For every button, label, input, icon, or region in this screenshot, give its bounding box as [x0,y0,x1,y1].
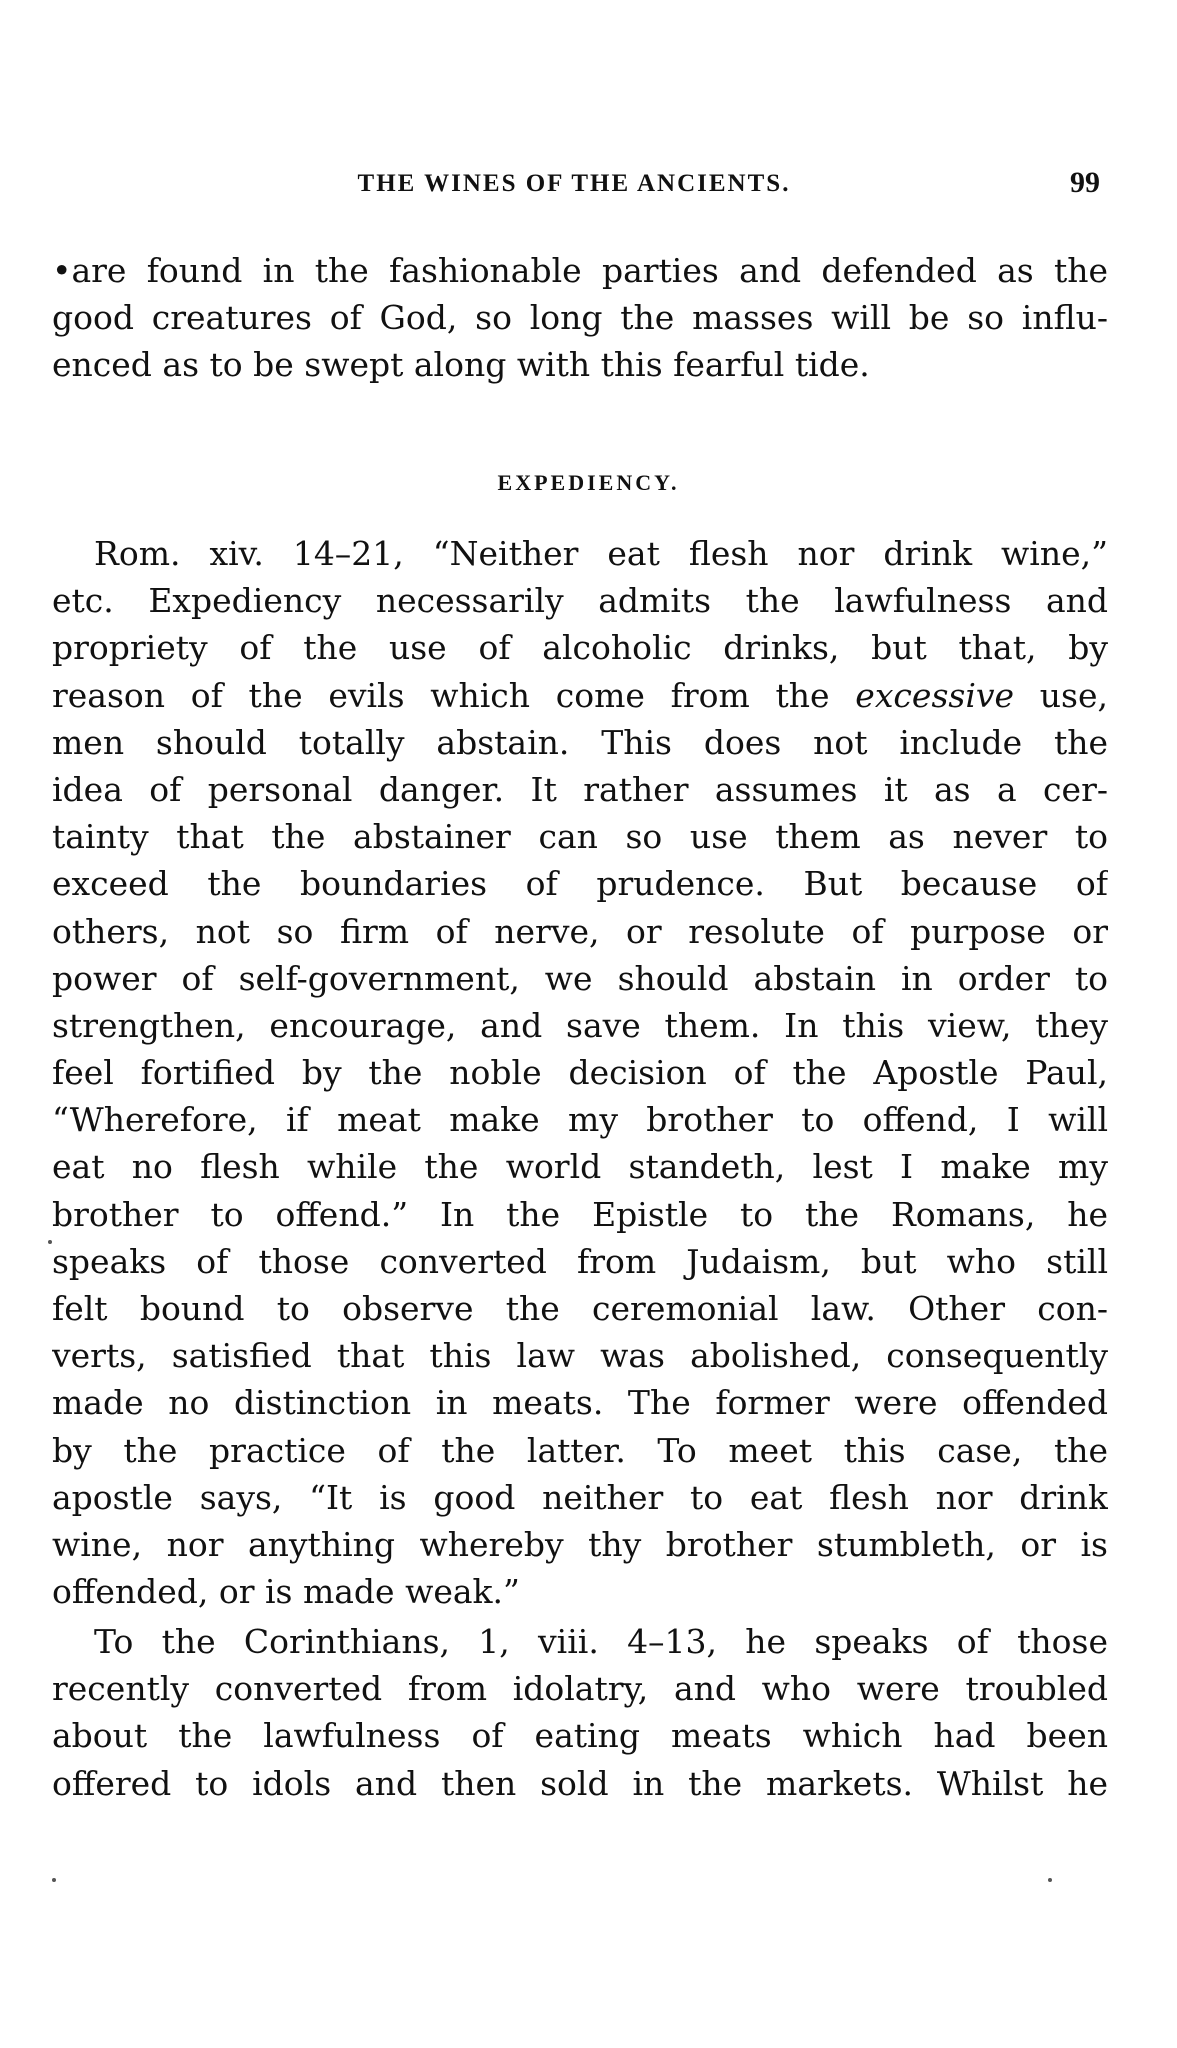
text-line: enced as to be swept along with this fearful tide. [52,345,870,385]
text-line: idea of personal danger. It rather assumes it as a cer- [52,769,1108,809]
margin-speck [48,1240,52,1244]
text-line: feel fortified by the noble decision of the Apostle Paul, [52,1053,1108,1093]
text-line: •are found in the fashionable parties and defended as the [52,251,1108,290]
text-line: brother to offend.” In the Epistle to the Romans, he [52,1194,1108,1234]
text-line: exceed the boundaries of prudence. But because of [52,864,1108,904]
text-line: tainty that the abstainer can so use them as never to [52,817,1108,857]
text-line: by the practice of the latter. To meet this case, the [52,1430,1108,1470]
text-line-with-emphasis [52,672,1108,719]
text-line: wine, nor anything whereby thy brother stumbleth, or is [52,1524,1108,1564]
text-line: felt bound to observe the ceremonial law. Other con- [52,1289,1108,1328]
section-heading: EXPEDIENCY. [497,470,680,495]
text-line: strengthen, encourage, and save them. In this view, they [52,1005,1108,1045]
text-line: offended, or is made weak.” [52,1572,520,1612]
text-line: eat no flesh while the world standeth, lest I make my [52,1147,1108,1187]
text-line: speaks of those converted from Judaism, but who still [52,1241,1108,1281]
emphasized-word: excessive [855,675,1015,715]
running-head: THE WINES OF THE ANCIENTS. [357,170,791,197]
margin-speck [1048,1878,1052,1882]
text-line: offered to idols and then sold in the markets. Whilst he [52,1763,1108,1803]
text-line: good creatures of God, so long the masses will be so influ- [52,298,1108,338]
paragraph-expediency [52,530,1108,1615]
text-line: about the lawfulness of eating meats which had been [52,1716,1108,1756]
text-line: power of self-government, we should abstain in order to [52,958,1108,998]
text-line: “Wherefore, if meat make my brother to offend, I will [52,1100,1108,1140]
text-line: recently converted from idolatry, and who were troubled [52,1669,1108,1709]
text-line: others, not so firm of nerve, or resolute of purpose or [52,911,1108,951]
margin-speck [52,1878,56,1882]
text-fragment: use, [1039,675,1108,715]
text-line: apostle says, “It is good neither to eat flesh nor drink [52,1477,1108,1517]
text-line: made no distinction in meats. The former were offended [52,1383,1108,1423]
text-line: etc. Expediency necessarily admits the lawfulness and [52,581,1108,621]
text-line: Rom. xiv. 14–21, “Neither eat flesh nor drink wine,” [94,534,1108,573]
text-line: To the Corinthians, 1, viii. 4–13, he speaks of those [94,1622,1108,1661]
text-line: verts, satisfied that this law was abolished, consequently [52,1336,1108,1376]
continuation-paragraph [52,247,1108,389]
text-line: men should totally abstain. This does not include the [52,722,1108,762]
page-number: 99 [1070,166,1100,199]
text-line: propriety of the use of alcoholic drinks, but that, by [52,628,1108,668]
paragraph-corinthians [52,1618,1108,1807]
text-fragment: reason of the evils which come from the [52,675,830,715]
